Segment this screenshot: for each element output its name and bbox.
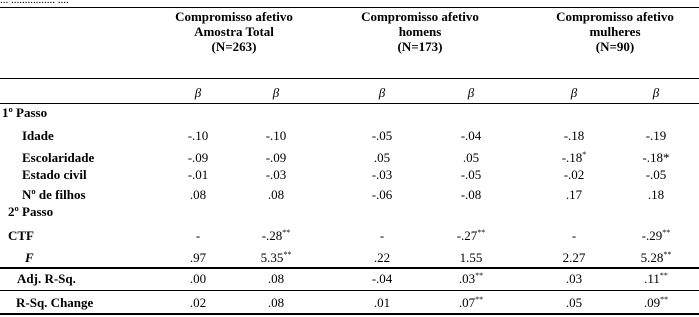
table-cell: [241, 295, 311, 311]
cell-value: .08: [189, 187, 207, 202]
table-cell: [539, 250, 609, 266]
row-label-f: F: [25, 250, 34, 265]
table-cell: [539, 187, 609, 203]
table-cell: [163, 167, 233, 183]
cell-value: .05: [373, 150, 391, 165]
table-cell: [347, 187, 417, 203]
significance-marker: **: [477, 228, 486, 237]
cell-value: -.03: [371, 167, 393, 182]
significance-marker: **: [660, 295, 669, 304]
cell-value: .08: [267, 187, 285, 202]
table-top-rule: [0, 7, 699, 8]
table-cell: [347, 250, 417, 266]
group-header-line2: Amostra Total: [194, 24, 274, 39]
table-cell: [241, 250, 311, 266]
group-header-total: [159, 9, 309, 54]
row-label-ctf: CTF: [8, 228, 34, 243]
cell-value: -: [571, 228, 577, 243]
cell-value: -.18: [563, 128, 585, 143]
table-cell: [621, 250, 691, 266]
row-label-adj-r-sq: Adj. R-Sq.: [17, 271, 76, 286]
cell-value: .09: [643, 295, 661, 310]
cell-value: -.04: [371, 271, 393, 286]
cell-value: -.18*: [642, 150, 670, 165]
table-cell: [621, 128, 691, 144]
cell-value: .05: [565, 295, 583, 310]
cell-value: .22: [373, 250, 391, 265]
cell-value: .07: [458, 295, 476, 310]
row-label-step2: 2º Passo: [8, 204, 54, 219]
table-cell: [539, 228, 609, 244]
beta-header: β: [467, 85, 475, 100]
cell-value: .01: [373, 295, 391, 310]
group-header-line1: Compromisso afetivo: [175, 9, 293, 24]
cell-value: 5.35: [260, 250, 284, 265]
group-header-line3: (N=263): [211, 39, 257, 54]
cell-value: .97: [189, 250, 207, 265]
row-label-escolaridade: Escolaridade: [22, 150, 95, 165]
cell-value: -.27: [456, 228, 478, 243]
cell-value: -.09: [187, 150, 209, 165]
cell-value: -.05: [645, 167, 667, 182]
beta-header: β: [194, 85, 202, 100]
table-cell: [539, 128, 609, 144]
beta-header: β: [272, 85, 280, 100]
header-rule: [0, 78, 699, 79]
significance-marker: **: [283, 250, 292, 259]
significance-marker: *: [582, 150, 587, 159]
cell-value: -.04: [460, 128, 482, 143]
significance-marker: **: [282, 228, 291, 237]
cell-value: -.18: [561, 150, 583, 165]
beta-header: β: [570, 85, 578, 100]
table-cell: [347, 128, 417, 144]
table-cell: [436, 150, 506, 166]
table-cell: [539, 150, 609, 166]
cell-value: 2.27: [562, 250, 586, 265]
table-cell: [436, 228, 506, 244]
table-cell: [241, 150, 311, 166]
table-cell: [163, 187, 233, 203]
significance-marker: **: [663, 250, 672, 259]
table-cell: [163, 295, 233, 311]
cell-value: -: [379, 228, 385, 243]
cell-value: .18: [647, 187, 665, 202]
cell-value: .11: [644, 271, 660, 286]
cell-value: 1.55: [459, 250, 483, 265]
table-cell: [163, 228, 233, 244]
group-header-line3: (N=90): [595, 39, 635, 54]
group-header-line3: (N=173): [397, 39, 443, 54]
table-cell: [539, 167, 609, 183]
table-cell: [347, 228, 417, 244]
row-label-idade: Idade: [22, 128, 54, 143]
cell-value: -.06: [371, 187, 393, 202]
table-cell: [621, 271, 691, 287]
group-header-women: [540, 9, 690, 54]
cell-value: -.05: [460, 167, 482, 182]
significance-marker: **: [662, 228, 671, 237]
group-header-line2: mulheres: [589, 24, 641, 39]
cell-value: -: [195, 228, 201, 243]
table-cell: [436, 167, 506, 183]
row-label-step1: 1º Passo: [2, 105, 48, 120]
cell-value: -.19: [645, 128, 667, 143]
cell-value: .03: [565, 271, 583, 286]
cell-value: .05: [462, 150, 480, 165]
table-cell: [347, 271, 417, 287]
table-cell: [621, 187, 691, 203]
table-cell: [241, 271, 311, 287]
cell-value: -.05: [371, 128, 393, 143]
table-cell: [163, 150, 233, 166]
beta-header: β: [652, 85, 660, 100]
significance-marker: **: [475, 295, 484, 304]
beta-rule: [0, 103, 699, 104]
table-cell: [241, 167, 311, 183]
table-cell: [621, 295, 691, 311]
table-cell: [163, 250, 233, 266]
table-cell: [621, 150, 691, 166]
significance-marker: **: [475, 271, 484, 280]
table-cell: [347, 150, 417, 166]
caption-fragment: ... ................ ....: [0, 0, 69, 6]
cell-value: -.10: [265, 128, 287, 143]
group-header-line1: Compromisso afetivo: [556, 9, 674, 24]
cell-value: -.09: [265, 150, 287, 165]
table-cell: [163, 128, 233, 144]
group-header-line2: homens: [398, 24, 442, 39]
cell-value: -.02: [563, 167, 585, 182]
beta-header: β: [378, 85, 386, 100]
cell-value: -.28: [261, 228, 283, 243]
table-cell: [347, 167, 417, 183]
cell-value: .08: [267, 295, 285, 310]
cell-value: -.01: [187, 167, 209, 182]
table-cell: [436, 295, 506, 311]
cell-value: -.03: [265, 167, 287, 182]
cell-value: .08: [267, 271, 285, 286]
table-cell: [436, 187, 506, 203]
table-cell: [436, 128, 506, 144]
row-label-estado-civil: Estado civil: [22, 167, 87, 182]
cell-value: -.08: [460, 187, 482, 202]
table-cell: [621, 167, 691, 183]
table-cell: [163, 271, 233, 287]
cell-value: .03: [458, 271, 476, 286]
adj-rule: [0, 290, 699, 291]
table-cell: [539, 295, 609, 311]
group-header-line1: Compromisso afetivo: [361, 9, 479, 24]
f-rule: [0, 267, 699, 269]
table-cell: [347, 295, 417, 311]
cell-value: .00: [189, 271, 207, 286]
significance-marker: **: [659, 271, 668, 280]
table-cell: [241, 128, 311, 144]
cell-value: -.29: [641, 228, 663, 243]
row-label-r-sq-change: R-Sq. Change: [16, 295, 94, 310]
row-label-filhos: Nº de filhos: [22, 187, 86, 202]
table-bottom-rule: [0, 313, 699, 315]
cell-value: .17: [565, 187, 583, 202]
group-header-men: [345, 9, 495, 54]
table-cell: [436, 271, 506, 287]
cell-value: 5.28: [640, 250, 664, 265]
table-cell: [621, 228, 691, 244]
cell-value: .02: [189, 295, 207, 310]
cell-value: -.10: [187, 128, 209, 143]
table-cell: [436, 250, 506, 266]
table-cell: [539, 271, 609, 287]
table-cell: [241, 228, 311, 244]
table-cell: [241, 187, 311, 203]
